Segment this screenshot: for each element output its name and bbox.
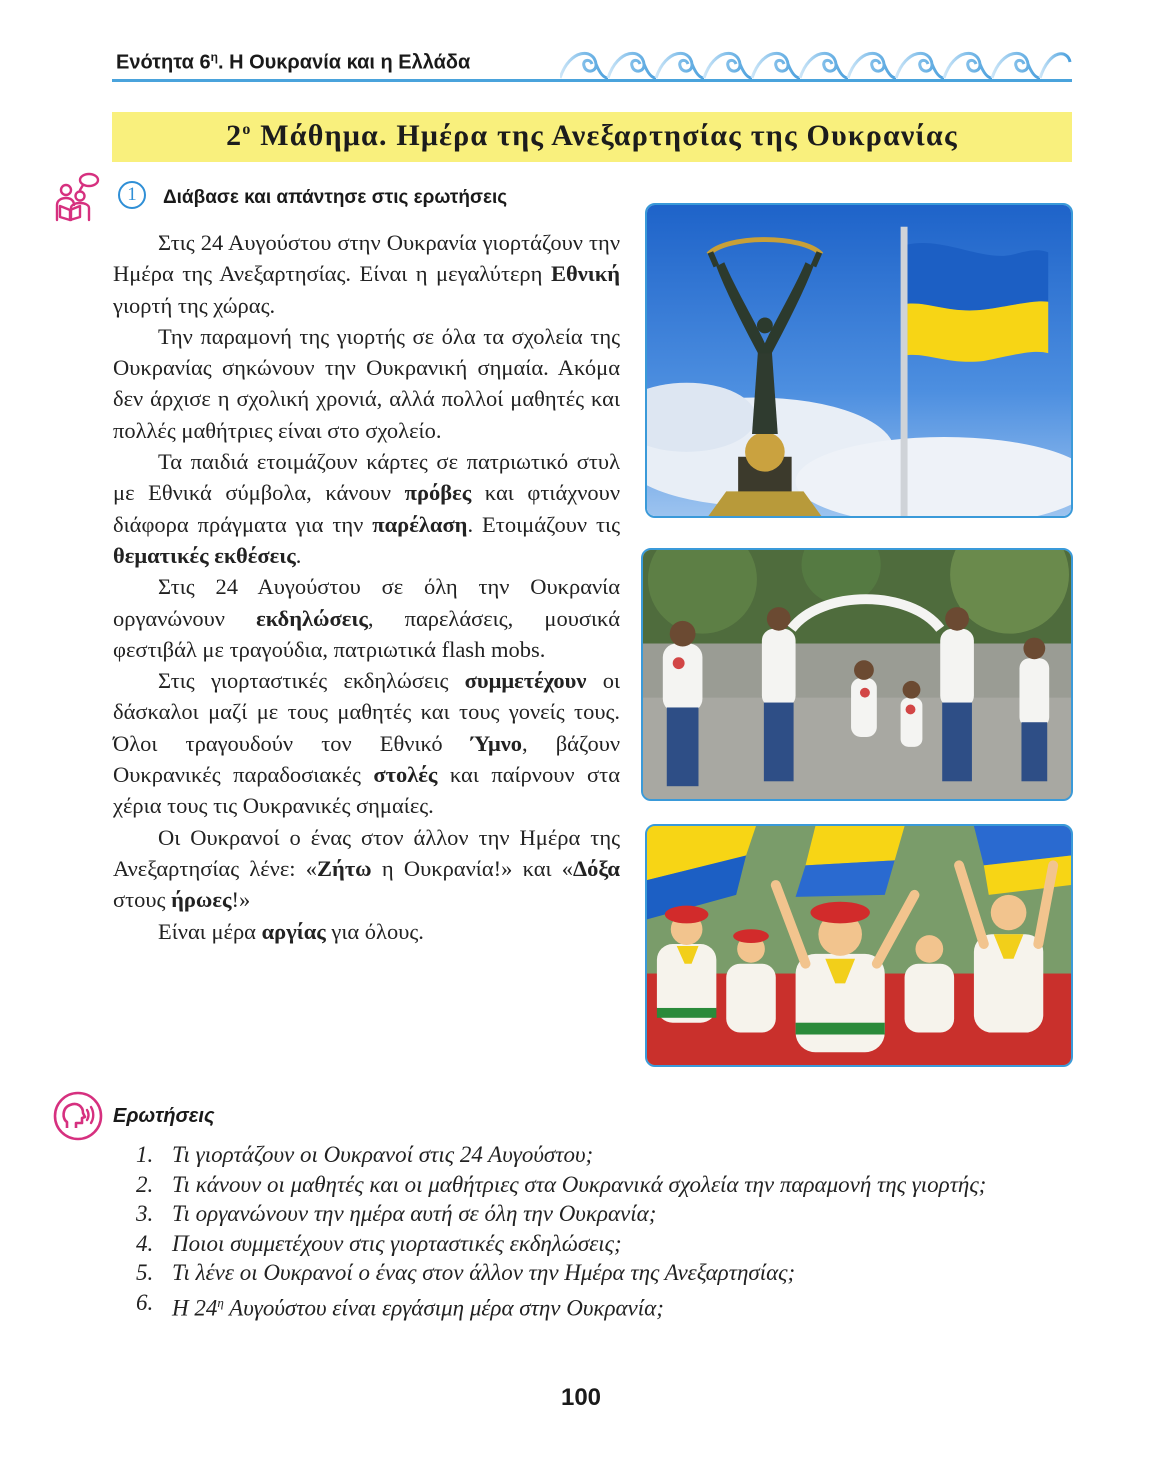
text-run: οι δάσκαλοι μαζί με τους μαθητές και τους γονείς τους. Όλοι τραγουδούν τον Εθνικό: [113, 668, 620, 756]
paragraph-5: [113, 665, 620, 821]
bold-term: θεματικές εκθέσεις: [113, 542, 296, 568]
question-text-sup: η: [217, 1294, 224, 1310]
text-run: Στις 24 Αυγούστου στην Ουκρανία γιορτάζουν την Ημέρα της Ανεξαρτησίας. Είναι η μεγαλύτερη: [113, 230, 620, 287]
paragraph-2: [113, 321, 620, 446]
unit-rest: . Η Ουκρανία και η Ελλάδα: [217, 51, 471, 74]
question-number: 3.: [136, 1201, 154, 1227]
bold-term: αργίας: [261, 918, 326, 944]
question-item: [128, 1258, 1078, 1288]
text-run: , βάζουν Ουκρανικές παραδοσιακές: [113, 730, 621, 788]
decorative-wave-band: [560, 44, 1072, 84]
bold-term: ήρωες: [171, 887, 232, 913]
reading-passage: [113, 227, 620, 947]
question-text: Τι οργανώνουν την ημέρα αυτή σε όλη την Ουκρανία;: [172, 1201, 657, 1227]
header-rule: [112, 79, 1072, 82]
paragraph-1: [113, 227, 620, 321]
photo-festival-children: [645, 824, 1073, 1067]
question-text: Τι λένε οι Ουκρανοί ο ένας στον άλλον την Ημέρα της Ανεξαρτησίας;: [172, 1260, 796, 1286]
questions-title: Ερωτήσεις: [113, 1105, 215, 1127]
text-run: Είναι μέρα: [158, 918, 262, 944]
text-run: η Ουκρανία!» και «: [371, 855, 574, 881]
question-text-after: Αυγούστου είναι εργάσιμη μέρα στην Ουκρανία;: [223, 1295, 664, 1321]
text-run: Τα παιδιά ετοιμάζουν κάρτες σε πατριωτικό στυλ με Εθνικά σύμβολα, κάνουν: [113, 449, 620, 506]
questions-list: [128, 1140, 1078, 1323]
unit-prefix: Ενότητα 6: [116, 51, 211, 74]
unit-header: [116, 50, 470, 75]
text-run: Την παραμονή της γιορτής σε όλα τα σχολεία της Ουκρανίας σηκώνουν την Ουκρανική σημαία. Ακόμα δεν άρχισε η σχολική χρονιά, αλλά πολλοί μαθητές και πολλές μαθήτριες είναι στο σχολείο.: [113, 323, 620, 443]
text-run: , παρελάσεις, μουσικά φεστιβάλ με τραγούδια, πατριωτικά flash mobs.: [113, 605, 620, 662]
lesson-number-sup: ο: [242, 121, 252, 138]
exercise-number: 1: [118, 181, 146, 209]
photo-monument-and-flag: [645, 203, 1073, 518]
question-text: Ποιοι συμμετέχουν στις γιορταστικές εκδηλώσεις;: [172, 1230, 622, 1256]
lesson-number: 2: [226, 119, 243, 152]
text-run: . Ετοιμάζουν τις: [467, 511, 620, 537]
question-number: 5.: [136, 1260, 154, 1286]
photo-dancing-circle: [641, 548, 1073, 801]
question-item: [128, 1140, 1078, 1170]
exercise-instruction: Διάβασε και απάντησε στις ερωτήσεις: [163, 187, 508, 208]
unit-sup: η: [210, 50, 218, 64]
question-item: [128, 1199, 1078, 1229]
lesson-title-box: [112, 112, 1072, 162]
text-run: και παίρνουν στα χέρια τους τις Ουκρανικές σημαίες.: [113, 762, 620, 819]
question-item: [128, 1288, 1078, 1323]
question-text: [172, 1288, 1078, 1323]
text-run: στους: [113, 887, 172, 913]
text-run: Στις γιορταστικές εκδηλώσεις: [158, 668, 465, 694]
text-run: γιορτή της χώρας.: [113, 292, 276, 318]
text-run: .: [295, 542, 302, 568]
question-number: 1.: [136, 1142, 154, 1167]
bold-term: Δόξα: [573, 855, 620, 881]
text-run: Οι Ουκρανοί ο ένας στον άλλον την Ημέρα της Ανεξαρτησίας λένε: «: [113, 824, 620, 881]
question-item: [128, 1170, 1078, 1200]
bold-term: παρέλαση: [372, 511, 468, 537]
question-number: 6.: [136, 1289, 154, 1315]
paragraph-4: [113, 571, 620, 665]
reading-children-icon: [53, 172, 103, 222]
text-run: για όλους.: [325, 918, 424, 944]
bold-term: εκδηλώσεις: [256, 605, 368, 631]
text-run: !»: [231, 887, 251, 913]
question-text: Τι γιορτάζουν οι Ουκρανοί στις 24 Αυγούστου;: [172, 1142, 594, 1167]
question-number: 2.: [136, 1171, 154, 1197]
question-text-before: Η 24: [172, 1295, 218, 1321]
bold-term: Ύμνο: [470, 730, 523, 756]
paragraph-3: [113, 446, 620, 571]
bold-term: συμμετέχουν: [464, 668, 587, 694]
lesson-title-text: Μάθημα. Ημέρα της Ανεξαρτησίας της Ουκρανίας: [251, 119, 958, 152]
lesson-title: [112, 119, 1072, 153]
question-text: Τι κάνουν οι μαθητές και οι μαθήτριες στα Ουκρανικά σχολεία την παραμονή της γιορτής;: [172, 1171, 987, 1197]
text-run: και φτιάχνουν διάφορα πράγματα για την: [113, 480, 620, 537]
bold-term: πρόβες: [404, 480, 472, 506]
page-number: 100: [560, 1384, 602, 1411]
text-run: Στις 24 Αυγούστου σε όλη την Ουκρανία οργανώνουν: [113, 574, 620, 631]
bold-term: Ζήτω: [317, 855, 372, 881]
speaking-head-icon: [52, 1090, 104, 1142]
paragraph-6: [113, 822, 620, 916]
bold-term: Εθνική: [550, 261, 620, 287]
bold-term: στολές: [373, 762, 438, 788]
question-number: 4.: [136, 1230, 154, 1256]
paragraph-7: [113, 916, 620, 947]
question-item: [128, 1229, 1078, 1259]
